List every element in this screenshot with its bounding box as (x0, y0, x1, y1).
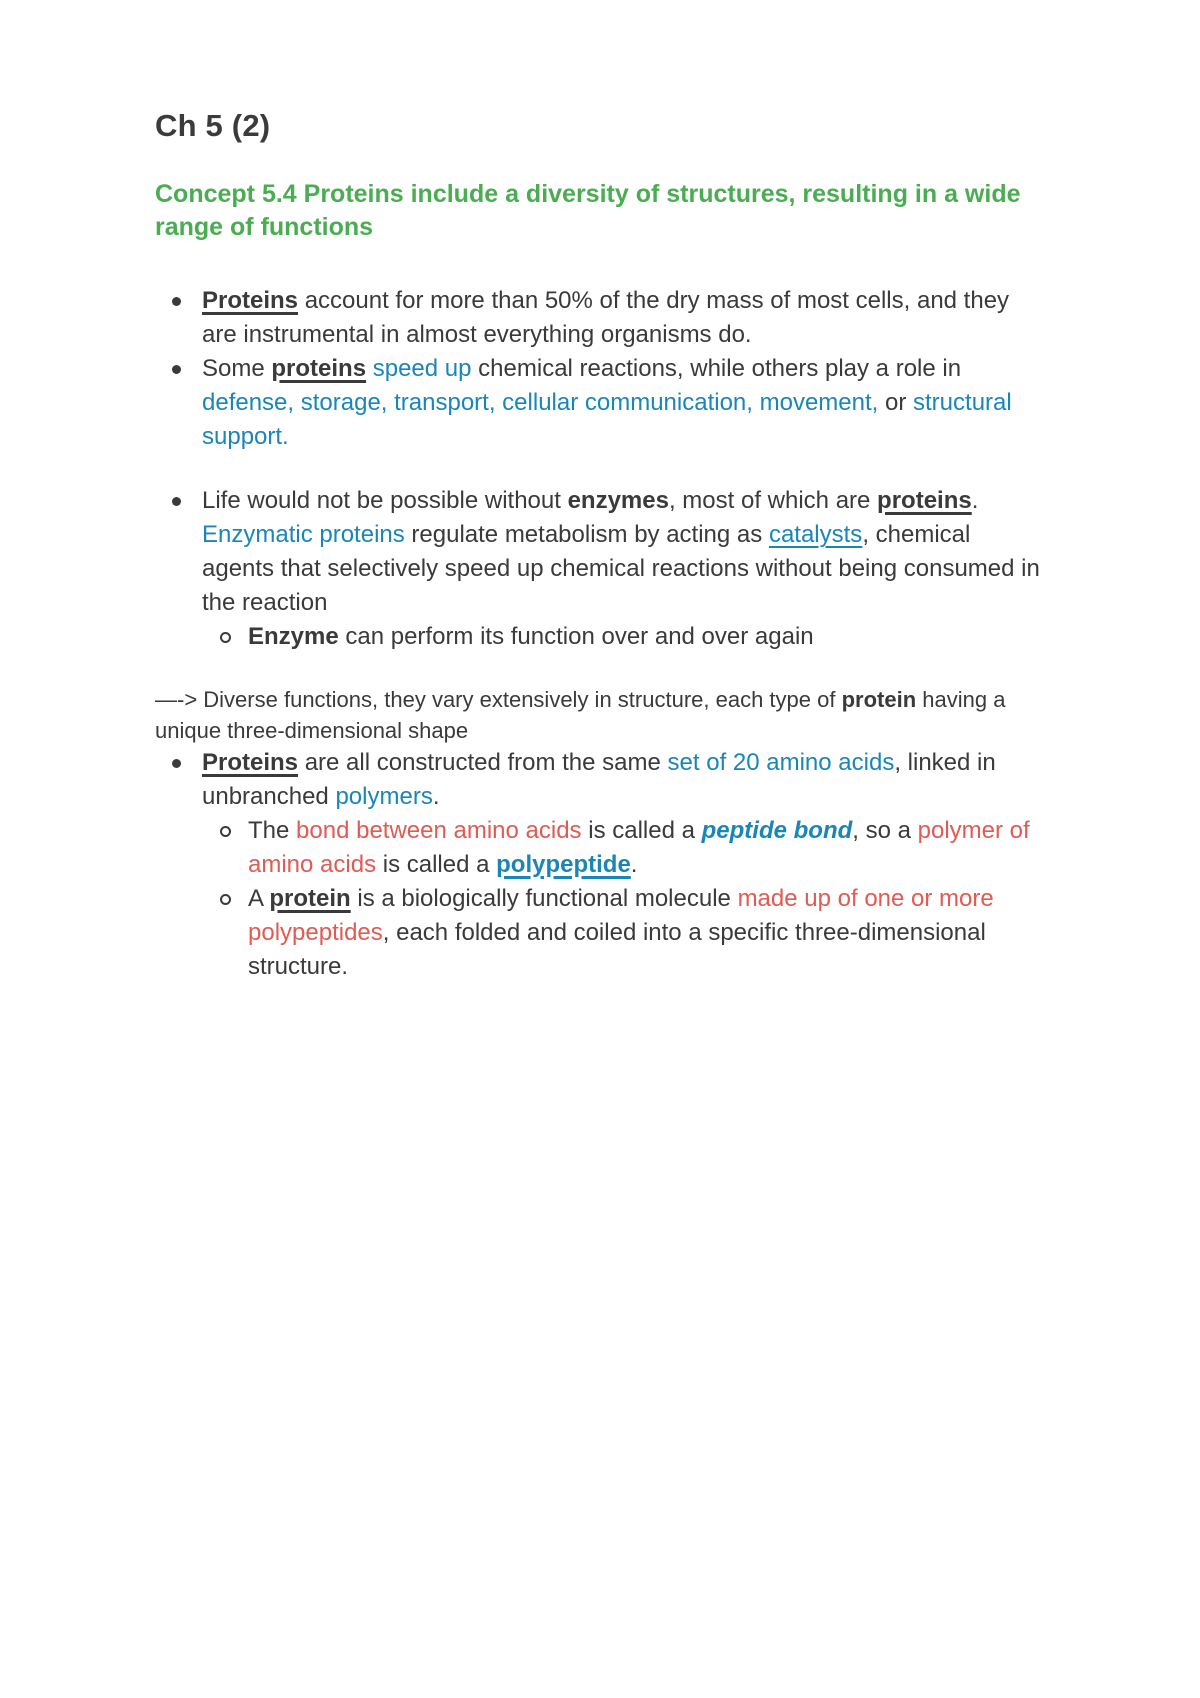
text-run: The (248, 817, 297, 844)
highlight-polymer-of-amino-acids: polymer of amino acids (248, 817, 1030, 878)
highlight-structural-support: structural support. (202, 389, 1012, 450)
list-item (155, 352, 1047, 454)
bullet-list-1 (155, 284, 1050, 654)
term-proteins: Proteins (202, 287, 299, 314)
highlight-enzymatic-proteins: Enzymatic proteins (202, 521, 405, 548)
bullet-list-2 (155, 746, 1050, 984)
text-run: Some (202, 355, 272, 382)
text-run: , each folded and coiled into a specific three-dimensional structure. (248, 919, 986, 980)
list-item (155, 746, 1047, 984)
sub-list-item (202, 814, 1047, 882)
text-run: , so a (852, 817, 918, 844)
term-protein: protein (269, 885, 351, 912)
sub-list (202, 814, 1047, 984)
text-run: is a biologically functional molecule (350, 885, 738, 912)
highlight-roles: defense, storage, transport, cellular communication, movement, (202, 389, 879, 416)
list-item (155, 284, 1047, 352)
note-paragraph (155, 684, 1050, 746)
text-run: or (878, 389, 914, 416)
text-run: are all constructed from the same (298, 749, 668, 776)
text-run: is called a (581, 817, 702, 844)
sub-list (202, 620, 1047, 654)
text-run: is called a (376, 851, 497, 878)
term-protein: protein (841, 687, 917, 712)
text-run: . (971, 487, 979, 514)
term-proteins: proteins (271, 355, 367, 382)
text-run: regulate metabolism by acting as (404, 521, 769, 548)
list-item (155, 484, 1047, 654)
text-run: A (248, 885, 270, 912)
highlight-amino-acids: set of 20 amino acids (667, 749, 895, 776)
concept-heading: Concept 5.4 Proteins include a diversity of structures, resulting in a wide range of functions (155, 180, 1021, 241)
text-run: chemical reactions, while others play a role in (471, 355, 962, 382)
term-catalysts: catalysts (768, 521, 863, 548)
sub-list-item (202, 882, 1047, 984)
term-enzymes: enzymes (567, 487, 669, 514)
page-title: Ch 5 (2) (155, 108, 271, 143)
term-enzyme: Enzyme (248, 623, 339, 650)
text-run (366, 355, 373, 382)
sub-list-item (202, 620, 1047, 654)
term-proteins: proteins (877, 487, 972, 514)
term-polypeptide: polypeptide (496, 851, 631, 878)
text-run: , chemical agents that selectively speed up chemical reactions without being consumed in the reaction (202, 521, 1040, 616)
text-run: having a unique three-dimensional shape (155, 687, 1006, 743)
text-run: . (432, 783, 440, 810)
text-run: Life would not be possible without (202, 487, 568, 514)
text-run: can perform its function over and over again (338, 623, 814, 650)
text-run: account for more than 50% of the dry mass of most cells, and they are instrumental in almost everything organisms do. (202, 287, 1010, 348)
text-run: , most of which are (668, 487, 878, 514)
text-run: , linked in unbranched (202, 749, 996, 810)
highlight-bond: bond between amino acids (296, 817, 582, 844)
highlight-speed-up: speed up (372, 355, 472, 382)
text-run: —-> Diverse functions, they vary extensively in structure, each type of (155, 687, 842, 712)
text-run: . (630, 851, 638, 878)
term-proteins: Proteins (202, 749, 299, 776)
highlight-polymers: polymers (335, 783, 433, 810)
highlight-polypeptides: made up of one or more polypeptides (248, 885, 994, 946)
term-peptide-bond: peptide bond (701, 817, 853, 844)
